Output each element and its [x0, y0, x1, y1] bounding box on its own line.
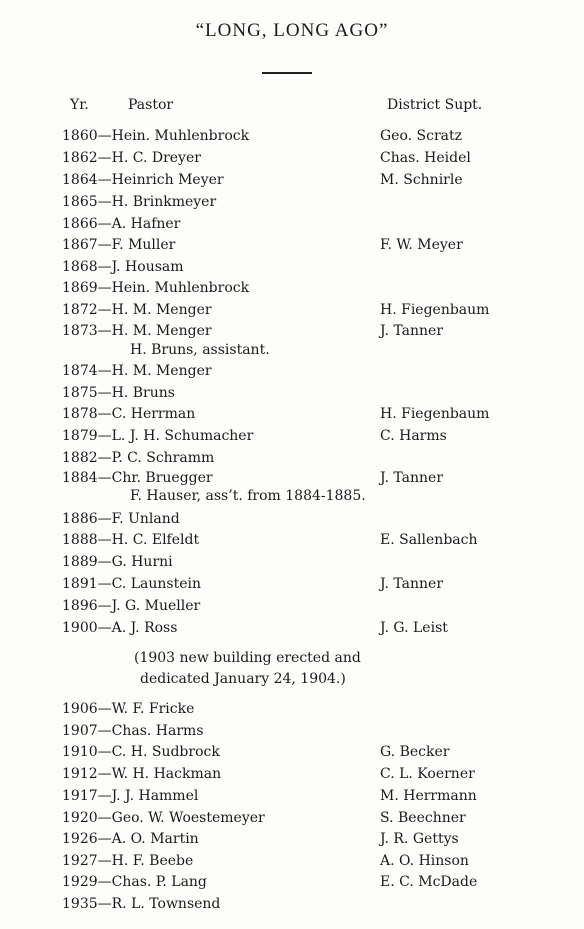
district-supt-entry: H. Fiegenbaum [380, 406, 490, 422]
table-row [62, 511, 584, 531]
note-building [134, 648, 361, 690]
table-row [62, 259, 584, 279]
pastor-entry: 1888—H. C. Elfeldt [62, 532, 200, 548]
table-row [62, 385, 584, 405]
district-supt-entry: Geo. Scratz [380, 128, 463, 144]
table-row [62, 194, 584, 214]
pastor-entry: 1878—C. Herrman [62, 406, 196, 422]
pastor-entry: 1884—Chr. Bruegger [62, 470, 213, 486]
district-supt-entry: J. G. Leist [380, 620, 448, 636]
pastor-entry: 1889—G. Hurni [62, 554, 173, 570]
table-row [62, 450, 584, 470]
district-supt-entry: S. Beechner [380, 810, 466, 826]
pastor-entry: 1874—H. M. Menger [62, 363, 212, 379]
pastor-entry: 1929—Chas. P. Lang [62, 874, 207, 890]
pastor-entry: 1875—H. Bruns [62, 385, 175, 401]
table-row [62, 302, 584, 322]
district-supt-entry: C. Harms [380, 428, 447, 444]
table-row [62, 150, 584, 170]
pastor-entry: 1867—F. Muller [62, 237, 176, 253]
header-district-supt: District Supt. [387, 97, 483, 113]
note-building-line1: (1903 new building erected and [134, 650, 361, 666]
district-supt-entry: E. Sallenbach [380, 532, 478, 548]
table-row [62, 216, 584, 236]
pastor-entry: 1862—H. C. Dreyer [62, 150, 201, 166]
pastor-entry: 1866—A. Hafner [62, 216, 181, 232]
table-row [62, 896, 584, 916]
pastor-entry: 1935—R. L. Townsend [62, 896, 221, 912]
district-supt-entry: F. W. Meyer [380, 237, 463, 253]
table-row [62, 620, 584, 640]
pastor-entry: 1896—J. G. Mueller [62, 598, 201, 614]
pastor-entry: 1860—Hein. Muhlenbrock [62, 128, 250, 144]
pastor-entry: 1869—Hein. Muhlenbrock [62, 280, 250, 296]
pastor-entry: 1900—A. J. Ross [62, 620, 178, 636]
pastor-entry: 1886—F. Unland [62, 511, 180, 527]
table-row [62, 598, 584, 618]
table-row [62, 428, 584, 448]
pastor-entry: 1926—A. O. Martin [62, 831, 199, 847]
pastor-entry: 1882—P. C. Schramm [62, 450, 215, 466]
table-row [62, 554, 584, 574]
pastor-entry: 1907—Chas. Harms [62, 723, 204, 739]
table-row [62, 853, 584, 873]
table-row [62, 406, 584, 426]
district-supt-entry: H. Fiegenbaum [380, 302, 490, 318]
pastor-entry: 1864—Heinrich Meyer [62, 172, 224, 188]
pastor-entry: 1868—J. Housam [62, 259, 184, 275]
district-supt-entry: Chas. Heidel [380, 150, 471, 166]
table-row [62, 766, 584, 786]
table-row [62, 237, 584, 257]
table-row [62, 831, 584, 851]
table-row [62, 744, 584, 764]
district-supt-entry: M. Herrmann [380, 788, 477, 804]
table-row [62, 128, 584, 148]
district-supt-entry: G. Becker [380, 744, 450, 760]
pastor-entry: 1873—H. M. Menger [62, 323, 212, 339]
note-building-line2: dedicated January 24, 1904.) [140, 671, 346, 687]
table-row [62, 701, 584, 721]
header-year: Yr. [70, 97, 89, 113]
pastor-entry: 1917—J. J. Hammel [62, 788, 199, 804]
district-supt-entry: J. Tanner [380, 470, 444, 486]
district-supt-entry: J. Tanner [380, 576, 444, 592]
district-supt-entry: J. R. Gettys [380, 831, 459, 847]
table-row [62, 723, 584, 743]
table-row [62, 172, 584, 192]
district-supt-entry: E. C. McDade [380, 874, 478, 890]
pastor-entry: 1927—H. F. Beebe [62, 853, 194, 869]
table-row [62, 874, 584, 894]
pastor-entry: 1920—Geo. W. Woestemeyer [62, 810, 265, 826]
table-row [62, 323, 584, 343]
district-supt-entry: M. Schnirle [380, 172, 463, 188]
page-title: “LONG, LONG AGO” [195, 20, 389, 41]
header-pastor: Pastor [128, 97, 174, 113]
table-row [62, 532, 584, 552]
table-row [62, 363, 584, 383]
pastor-entry: 1912—W. H. Hackman [62, 766, 222, 782]
district-supt-entry: A. O. Hinson [380, 853, 469, 869]
table-row [62, 576, 584, 596]
note-hauser: F. Hauser, ass’t. from 1884-1885. [130, 488, 366, 504]
table-row [62, 810, 584, 830]
table-row [62, 788, 584, 808]
pastor-entry: 1910—C. H. Sudbrock [62, 744, 220, 760]
district-supt-entry: J. Tanner [380, 323, 444, 339]
pastor-entry: 1872—H. M. Menger [62, 302, 212, 318]
table-row [62, 280, 584, 300]
table-row [62, 470, 584, 490]
note-assistant: H. Bruns, assistant. [130, 342, 270, 358]
pastor-entry: 1865—H. Brinkmeyer [62, 194, 217, 210]
pastor-entry: 1879—L. J. H. Schumacher [62, 428, 254, 444]
title-rule [262, 72, 312, 74]
pastor-entry: 1891—C. Launstein [62, 576, 202, 592]
pastor-entry: 1906—W. F. Fricke [62, 701, 195, 717]
district-supt-entry: C. L. Koerner [380, 766, 475, 782]
